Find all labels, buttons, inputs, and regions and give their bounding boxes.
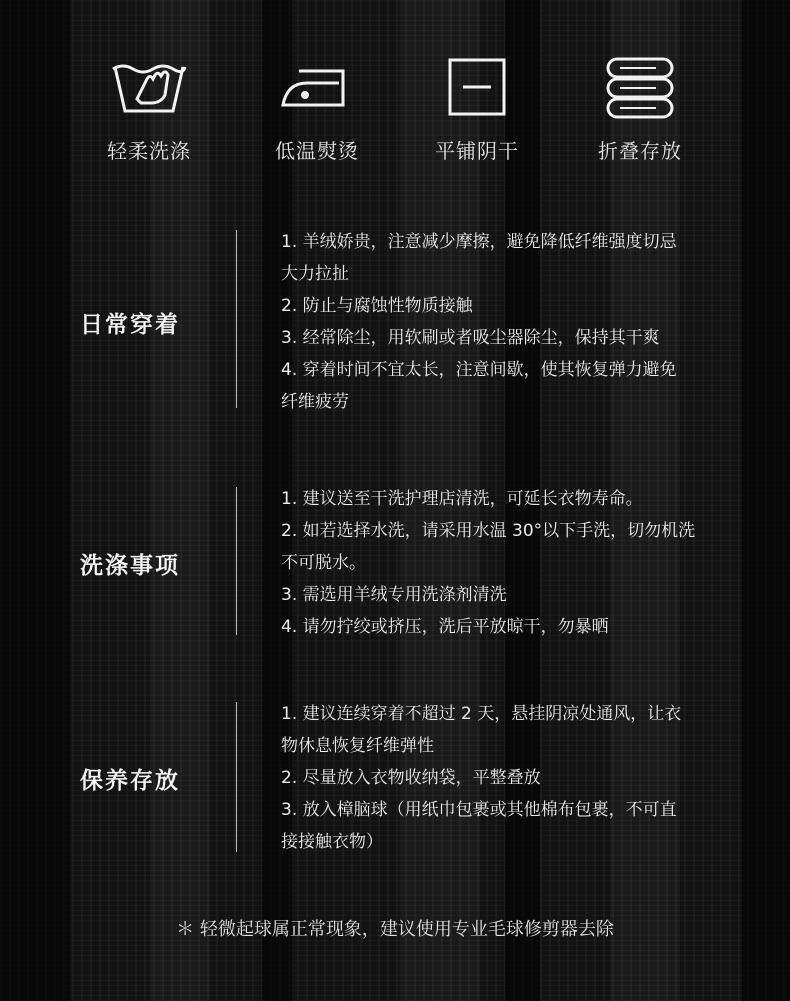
section-title: 保养存放 <box>80 768 180 794</box>
section-body <box>281 226 726 418</box>
text-line: 纤维疲劳 <box>281 392 349 412</box>
fold-store-icon <box>600 55 680 119</box>
text-line: 4. 穿着时间不宜太长，注意间歇，使其恢复弹力避免 <box>281 360 677 380</box>
text-line: 1. 建议连续穿着不超过 2 天，悬挂阴凉处通风，让衣 <box>281 704 682 724</box>
section-daily-wear <box>0 226 790 416</box>
icon-label: 轻柔洗涤 <box>107 139 191 163</box>
section-body <box>281 483 726 643</box>
text-line: 1. 建议送至干洗护理店清洗，可延长衣物寿命。 <box>281 489 643 509</box>
flat-dry-icon <box>437 55 517 119</box>
footer-note: ＊ 轻微起球属正常现象，建议使用专业毛球修剪器去除 <box>176 919 614 940</box>
care-item-store <box>575 55 705 164</box>
text-line: 4. 请勿拧绞或挤压，洗后平放晾干，勿暴晒 <box>281 617 609 637</box>
icon-label: 平铺阴干 <box>435 139 519 163</box>
text-line: 3. 放入樟脑球（用纸巾包裹或其他棉布包裹，不可直 <box>281 800 677 820</box>
hand-wash-icon <box>109 55 189 119</box>
iron-icon <box>277 55 357 119</box>
text-line: 3. 经常除尘，用软刷或者吸尘器除尘，保持其干爽 <box>281 328 660 348</box>
text-line: 3. 需选用羊绒专用洗涤剂清洗 <box>281 585 507 605</box>
icon-label: 折叠存放 <box>598 139 682 163</box>
section-storage <box>0 698 790 858</box>
text-line: 不可脱水。 <box>281 553 366 573</box>
text-line: 2. 如若选择水洗，请采用水温 30°以下手洗，切勿机洗 <box>281 521 696 541</box>
section-title: 洗涤事项 <box>80 553 180 579</box>
care-icons-row <box>0 55 790 165</box>
section-divider <box>236 487 237 635</box>
care-item-iron <box>252 55 382 164</box>
text-line: 接接触衣物） <box>281 832 383 852</box>
section-body <box>281 698 726 858</box>
icon-label: 低温熨烫 <box>275 139 359 163</box>
text-line: 1. 羊绒娇贵，注意减少摩擦，避免降低纤维强度切忌 <box>281 232 677 252</box>
section-divider <box>236 702 237 852</box>
text-line: 物休息恢复纤维弹性 <box>281 736 434 756</box>
section-title: 日常穿着 <box>80 312 180 338</box>
section-divider <box>236 230 237 408</box>
section-washing <box>0 483 790 643</box>
care-item-dry <box>412 55 542 164</box>
care-item-wash <box>84 55 214 164</box>
text-line: 2. 防止与腐蚀性物质接触 <box>281 296 473 316</box>
text-line: 2. 尽量放入衣物收纳袋，平整叠放 <box>281 768 541 788</box>
text-line: 大力拉扯 <box>281 264 349 284</box>
